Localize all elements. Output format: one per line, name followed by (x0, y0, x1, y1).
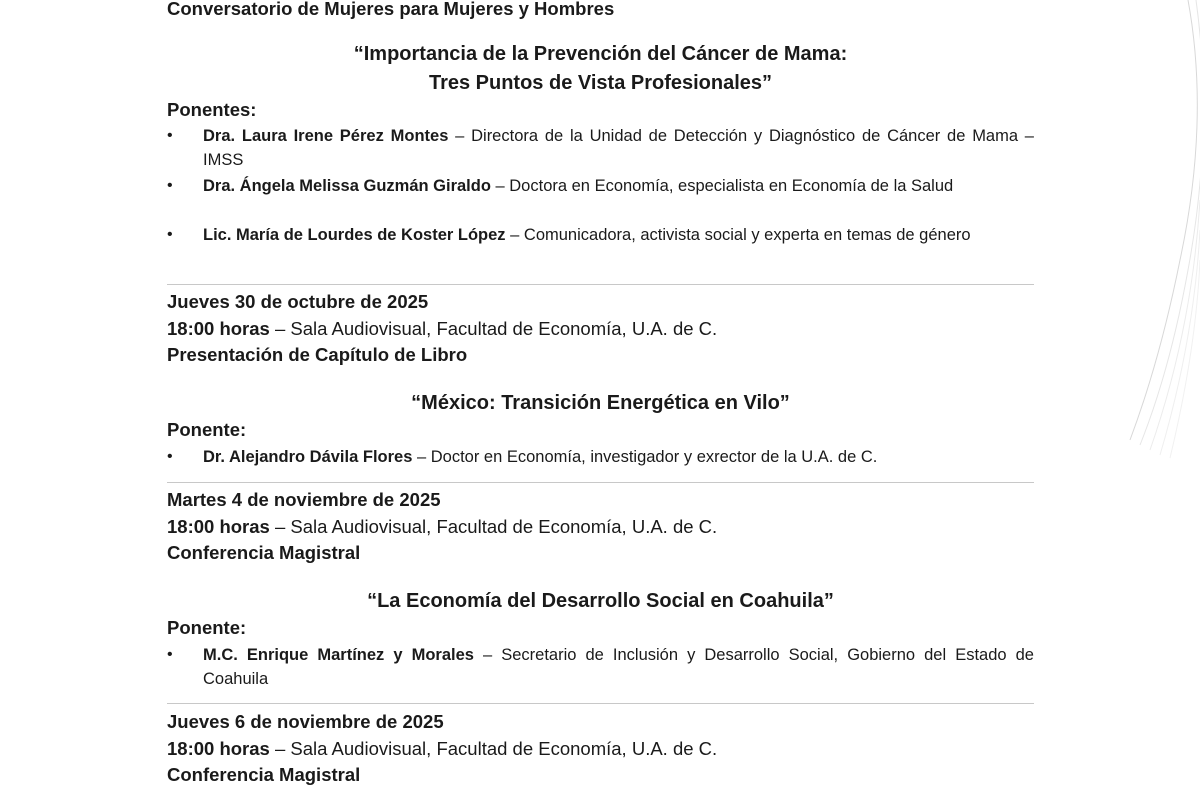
speaker-item (203, 445, 1034, 469)
event-type-label: Conversatorio de Mujeres para Mujeres y Hombres (167, 0, 615, 19)
speakers-label: Ponente: (167, 419, 247, 440)
speaker-name: Dr. Alejandro Dávila Flores (203, 448, 413, 466)
bullet-icon: • (167, 177, 173, 194)
bullet-icon: • (167, 448, 173, 465)
bullet-icon: • (167, 646, 173, 663)
speaker-description: – Secretario de Inclusión y Desarrollo Social, Gobierno del Estado de Coahuila (203, 646, 1034, 688)
event-venue: – Sala Audiovisual, Facultad de Economía, U.A. de C. (269, 318, 718, 339)
event-time-venue (167, 318, 717, 340)
event-type-label: Conferencia Magistral (167, 764, 361, 785)
section-divider (167, 482, 1034, 483)
speakers-label: Ponente: (167, 617, 247, 638)
event-date: Jueves 30 de octubre de 2025 (167, 291, 429, 312)
event-title-line-2: Tres Puntos de Vista Profesionales” (428, 72, 773, 94)
event-date: Martes 4 de noviembre de 2025 (167, 489, 441, 510)
bullet-icon: • (167, 127, 173, 144)
event-type-label: Conferencia Magistral (167, 542, 361, 563)
speaker-description: – Comunicadora, activista social y experta en temas de género (505, 226, 971, 244)
event-time: 18:00 horas (167, 738, 270, 759)
event-time: 18:00 horas (167, 318, 270, 339)
speaker-name: Lic. María de Lourdes de Koster López (203, 226, 506, 244)
event-time-venue (167, 738, 717, 760)
event-type-label: Presentación de Capítulo de Libro (167, 344, 468, 365)
event-date: Jueves 6 de noviembre de 2025 (167, 711, 444, 732)
speaker-item (203, 124, 1034, 172)
speaker-name: Dra. Ángela Melissa Guzmán Giraldo (203, 177, 491, 195)
decorative-curves (1080, 0, 1200, 460)
speaker-description: – Directora de la Unidad de Detección y Diagnóstico de Cáncer de Mama – IMSS (203, 127, 1034, 169)
event-time-venue (167, 516, 717, 538)
event-title: “La Economía del Desarrollo Social en Coahuila” (367, 590, 834, 612)
event-title: “México: Transición Energética en Vilo” (411, 392, 790, 414)
event-title-line-1: “Importancia de la Prevención del Cáncer de Mama: (353, 43, 848, 65)
bullet-icon: • (167, 226, 173, 243)
speakers-label: Ponentes: (167, 99, 257, 120)
speaker-item (203, 643, 1034, 691)
speaker-description: – Doctor en Economía, investigador y exrector de la U.A. de C. (412, 448, 878, 466)
speaker-item (203, 174, 1034, 198)
event-venue: – Sala Audiovisual, Facultad de Economía, U.A. de C. (269, 738, 718, 759)
speaker-item (203, 223, 1034, 247)
speaker-description: – Doctora en Economía, especialista en Economía de la Salud (490, 177, 954, 195)
section-divider (167, 284, 1034, 285)
speaker-name: M.C. Enrique Martínez y Morales (203, 646, 474, 664)
section-divider (167, 703, 1034, 704)
event-time: 18:00 horas (167, 516, 270, 537)
speaker-name: Dra. Laura Irene Pérez Montes (203, 127, 449, 145)
event-venue: – Sala Audiovisual, Facultad de Economía, U.A. de C. (269, 516, 718, 537)
